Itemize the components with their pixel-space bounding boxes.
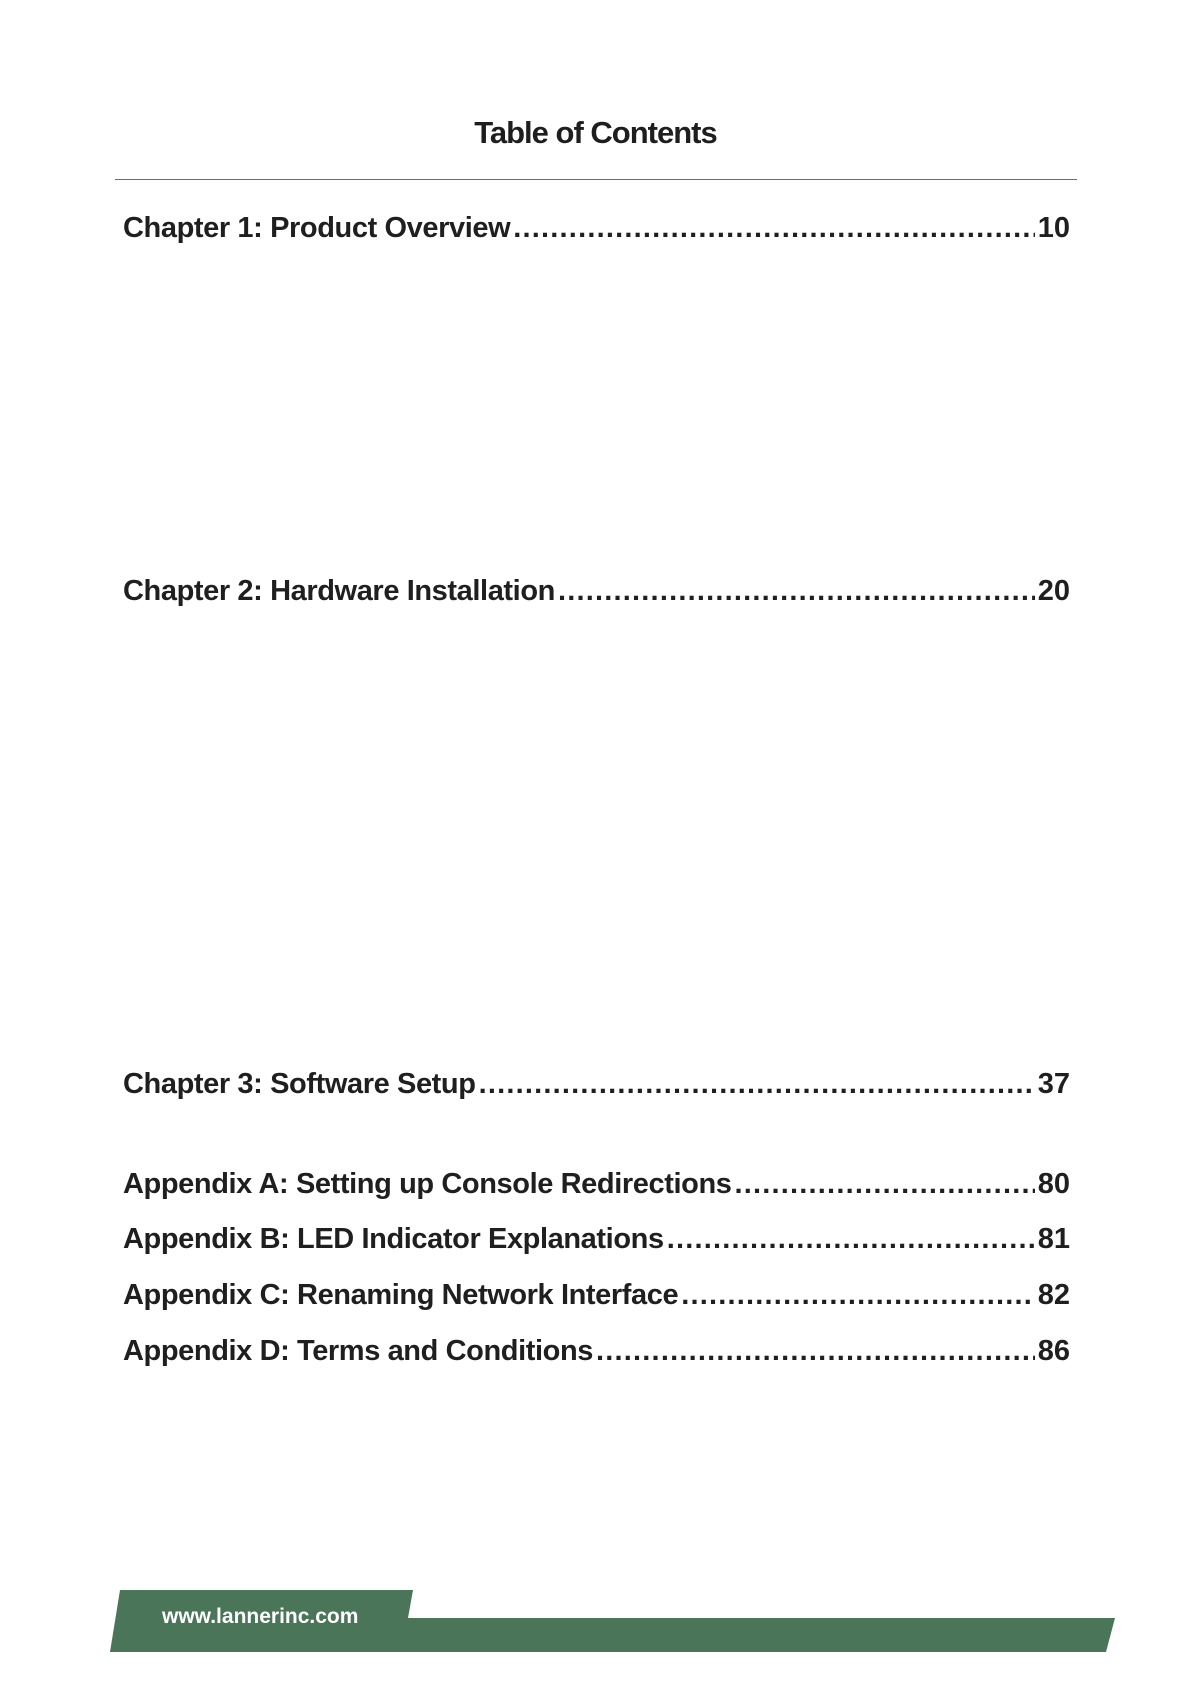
toc-entry-label: Chapter 1: Product Overview [123, 212, 511, 244]
page-title: Table of Contents [474, 115, 717, 150]
toc-page-number: 10 [1037, 212, 1070, 244]
toc-entry-label: Appendix B: LED Indicator Explanations [123, 1223, 664, 1255]
toc-entry-chapter-2[interactable] [123, 575, 1070, 608]
toc-page-number: 86 [1037, 1335, 1070, 1367]
toc-dot-leader [681, 1279, 1035, 1312]
toc-page-number: 37 [1037, 1068, 1070, 1100]
footer-website-url: www.lannerinc.com [162, 1605, 359, 1628]
toc-entry-label: Chapter 2: Hardware Installation [123, 575, 555, 607]
toc-dot-leader [596, 1335, 1035, 1368]
toc-dot-leader [479, 1068, 1035, 1101]
toc-entry-label: Appendix C: Renaming Network Interface [123, 1279, 679, 1311]
toc-entry-chapter-3[interactable] [123, 1068, 1070, 1101]
toc-entry-appendix-a[interactable] [123, 1168, 1070, 1201]
toc-entry-label: Appendix A: Setting up Console Redirections [123, 1168, 732, 1200]
toc-page-number: 20 [1037, 575, 1070, 607]
toc-page-number: 81 [1037, 1223, 1070, 1255]
toc-page-number: 82 [1037, 1279, 1070, 1311]
toc-dot-leader [558, 575, 1035, 608]
toc-entry-label: Appendix D: Terms and Conditions [123, 1335, 594, 1367]
toc-dot-leader [513, 212, 1034, 245]
title-divider [115, 179, 1077, 180]
toc-entry-appendix-c[interactable] [123, 1279, 1070, 1312]
toc-dot-leader [734, 1168, 1034, 1201]
toc-dot-leader [667, 1223, 1035, 1256]
toc-entry-appendix-d[interactable] [123, 1335, 1070, 1368]
toc-entry-appendix-b[interactable] [123, 1223, 1070, 1256]
toc-entry-chapter-1[interactable] [123, 212, 1070, 245]
toc-entry-label: Chapter 3: Software Setup [123, 1068, 476, 1100]
toc-page-number: 80 [1037, 1168, 1070, 1200]
